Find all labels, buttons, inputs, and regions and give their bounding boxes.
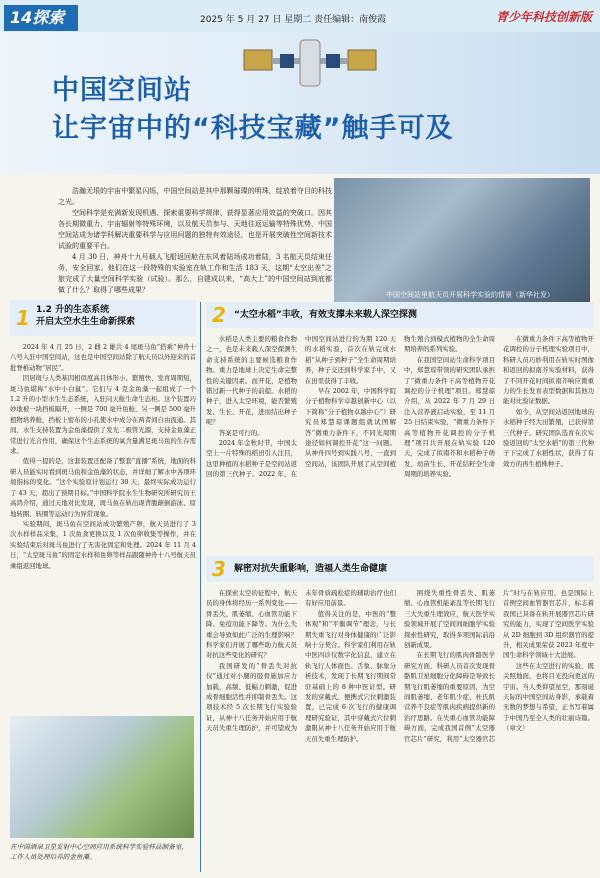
intro-paragraph: 空间科学是充满新发现机遇、探索重要科学规律、获得显著应用效益的突破口。因其各长期微重力、宇宙辐射等特殊环境，以及航天员参与、天地往返运输等特殊优势，中国空间站成为诸学科解决重要科学与应用问题的独特有效途径，也是开展突破性空间新技术试验的重要平台。	[58, 209, 332, 250]
section3-title: 解密对抗失重影响，造福人类生命健康	[234, 564, 388, 574]
section3-paragraph: 在探索太空的征程中，航天员的身体将经历一系列变化——骨丢失、肌萎缩、心血管功能下降、免疫功能下降等。为什么失重会导致如此广泛的生理影响？科学家们开展了哪些助力航天员对抗这些变化的研究？	[206, 589, 297, 660]
main-title-line2: 让宇宙中的“科技宝藏”触手可及	[52, 113, 454, 144]
section2-number: 2	[212, 303, 226, 327]
section3-body	[206, 588, 594, 872]
section2-paragraph: 水稻是人类主要的粮食作物之一，也是未来载人深空探测生命支持系统的主要候选粮食作物。重力是地球上决定生命完整性的关键因素。而开花，是植物错过新一代种子的前提。水稻的种子，进入太空环境，能否繁殖发、生长、开花，进而结出种子呢？	[206, 335, 297, 427]
section2-paragraph: 在微重力条件下高等植物开花调控的分子机理实验项目中，科研人员巧妙利用在轨实时图像和返回的拟南芥实验材料，获得了不同开花时间拟南芥响应微重力的生长发育表型数据和其他功能对比验证数据。	[503, 335, 594, 406]
section3-paragraph: 围绕失重性骨丢失、肌萎缩、心血管机能紊乱等长期飞行三大失重生理效应，航天医学实验领域开展了空间间细胞学实验探索性研究，取得多项国际前沿创新成果。	[404, 589, 495, 650]
section2-paragraph: 如今，从空间站返回地球的水稻种子经大田繁殖，已获得第三代种子。研究团队选育在次实验返回的“太空水稻”的第三代种子下完成了水稻性状，获得了有效方的再生植株种子。	[503, 407, 594, 468]
lab-sample-photo-caption: 在中国酒泉卫星发射中心空间应用系统科学实验样品制备室，工作人员处理培养的金鱼藻。	[10, 843, 189, 861]
intro-paragraph: 4 月 30 日，神舟十九号载人飞船返回舱在东风着陆场成功着陆，3 名航天员结束任务，安全回家。他们在这一段特殊的实验室在轨工作和生活 183 天，这期“太空出差”之旅完成了大量空间科学实验（试验）。那么，自建成以来，“高大上”的中国空间站到底都做了什么？取得了哪些成果？	[58, 253, 332, 294]
intro-text	[58, 186, 332, 296]
column-divider	[200, 302, 201, 872]
section2-paragraph: 答案是可行的。	[218, 428, 264, 437]
section1-title-line2: 开启太空水生生命新探索	[36, 317, 136, 327]
space-station-illustration	[240, 34, 380, 92]
section3-number: 3	[212, 557, 226, 581]
section1-body	[10, 342, 196, 710]
section1-paragraph: 因居斑与人类基因相似度高且体形小、繁殖快、发育周期短，斑马鱼堪称“水中小白鼠”。它们与 4 克金鱼藻一起组成了一个 1.2 升的小型水生生态系统，入驻问天舱生命生态柜。这个装置巧妙地被一块挡板隔开，一侧是 700 毫升鱼舱，另一侧是 500 毫升植物培养舱，挡板上密布的小孔使水中成分在两者间自由流通。其间，水生支持装置为金鱼藻提供了发光二极管光源，支持金鱼藻正常进行光合作用，确保这个生态系统的氧含量满足斑马鱼的生存需求。	[10, 374, 196, 456]
section2-title: “太空水稻”丰收，有效支撑未来载人深空探测	[234, 310, 417, 320]
section1-title	[36, 304, 196, 328]
section1-paragraph: 2024 年 4 月 25 日，2 雌 2 雄共 4 尾斑马鱼“搭乘”神舟十八号入驻中国空间站，这也是中国空间站除了航天员以外迎来的首批脊椎动物“居民”。	[10, 343, 196, 372]
astronauts-photo-caption: 中国空间站里航天员开展科学实验的情景（新华社发）	[386, 291, 554, 299]
section2-paragraph: 早在 2002 年，中国科学院分子植物科学卓越创新中心（以下简称“分子植物卓越中心”）研究员郑慧琼课题组就试图解答“微重力条件下，不同光周期途径如何调控开花”这一问题。从神舟四号到实践八号，一直到空间站，该团队开展了从空间植物生殖合到模式植物的全生命周期培养的系列实验。	[305, 335, 495, 468]
intro-paragraph: 浩瀚无垠的宇宙中繁星闪烁，中国空间站是其中那颗璀璨的明珠，绽放着夺目的科技之光。	[58, 187, 332, 206]
section2-paragraph: 在我国空间站生命科学项目中，郑慧琼带领的研究团队承担了“微重力条件下高等植物开花调控的分子机理”项目。郑慧琼介绍，从 2022 年 7 月 29 日注入营养液启动实验，至 11 月 25 日结束实验，“微重力条件下高等植物开花调控的分子机理”项目共开展在轨实验 120 天，完成了拟南芥和水稻种子萌发、幼苗生长、开花结籽全生命周期的培养实验。	[404, 355, 495, 479]
section1-paragraph: 值得一提的是，这套装置还配备了整套“直播”系统，地面的科研人员能实时看到斑马鱼和金鱼藻的状态，并详细了解水中各项环境指标的变化。“这个实验原计划运行 30 天，最终实际成功运行了 43 天，超出了预期目标。”中国科学院水生生物研究所研究员王高鸿介绍，通过天地对比发现，斑马鱼在轨出现背腹颠倒游泳、原地转圈、转圈等运动行为异常现象。	[10, 457, 196, 518]
main-title-line1: 中国空间站	[52, 75, 192, 106]
date-editor-line: 2025 年 5 月 27 日 星期二 责任编辑：南俊霞	[200, 15, 387, 25]
section1-paragraph: 实验期间，斑马鱼在空间站成功繁殖产卵，航天员进行了 3 次水样样品采集，1 次鱼食更换以及 1 次鱼卵收集等操作，并在实验结束后对斑马鱼进行了无害化固定和处理。2024 年 11 月 4 日，“太空斑马鱼”的固定水样和鱼卵等样品跟随神舟十八号航天员乘组返回地球。	[10, 519, 196, 570]
section3-paragraph: 值得关注的是，中医的“整体观”和“平衡调节”理念，与长期失重飞行对身体健康的广泛影响十分契合。科学家们利用在轨中医四诊仪数字化信息，建立在轨飞行人体面色、舌象、脉象分析技术，发现了长期飞行期间常驻基础上的 8 种中医证型。研发的穿戴式、便携式穴位刺激装置，已完成 6 次飞行的健康调理研究验证，其中穿戴式穴位刺激限从神十八任务开始应用于航天员失重生理防护。	[305, 609, 396, 743]
page-section-label: 14探索	[4, 5, 78, 31]
section2-paragraph: 2024 年金秋时节，中国太空上一片特殊的稻田引人注目，这里种植的水稻种子是空间站返回的第三代种子。2022 年，在中国空间站进行的为期 120 天的水稻实验，首次在轨完成水稻“从种子到种子”全生命周期培养，种子交还到科学家手中，又在田里获得了丰收。	[206, 335, 396, 479]
newspaper-name: 青少年科技创新版	[496, 10, 593, 24]
section1-number: 1	[16, 306, 30, 330]
section3-paragraph: 这些在太空进行的实验，既关照地面，也将目光投向更远的宇宙。当人类仰望星空，那刻诞天际的中国空间站身影，承载着无数的梦想与希望，正书写着属于中国乃至全人类的壮丽诗篇。（章文）	[503, 661, 594, 733]
section2-body	[206, 334, 594, 552]
section3-paragraph: 在长期飞行的肌肉骨骼医学研究方面，科研人员首次发现骨骼肌卫星细胞分化障碍是导致长期飞行肌萎缩的重要原因，为空间肌萎缩、老年肌少症、杜氏肌营养不良症等肌肉疾病提供新的治疗思路。在失重心血管功能障碍方面，完成我国首例“太空器官芯片”研究，利用“太空器官芯片”时与在轨应用，也是国际上首例空间血管器官芯片，标志着我国已具备在轨开展器官芯片研究的能力，实现了空间医学实验从 2D 细胞到 3D 组织器官的提升，相关成果荣获 2023 年度中国生命科学领域十大进展。	[404, 589, 594, 743]
lab-sample-photo	[10, 716, 194, 838]
section3-paragraph: 我国研发的“骨丢失对抗仪”通过对小腿的胫骨施加应力加载，高频、低幅力刺激，促进成骨细胞活性并抑制骨丢失。这项技术经 5 次长期飞行实验验证，从神十八任务开始应用于航天员失重生理防护，并可望成为未年骨质疏松症的辅助治疗也们有好应用前景。	[206, 589, 396, 733]
section1-title-line1: 1.2 升的生态系统	[36, 305, 110, 315]
